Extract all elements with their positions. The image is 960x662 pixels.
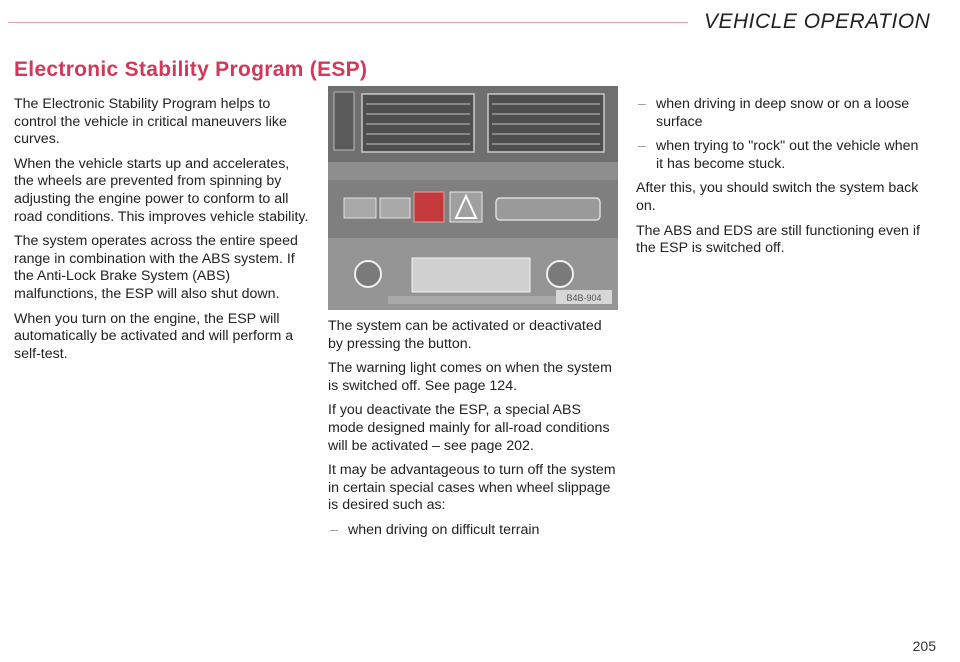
list-item-text: when driving on difficult terrain — [348, 521, 540, 538]
paragraph: If you deactivate the ESP, a special ABS mode designed mainly for all-road conditions will be activated – see page 202. — [328, 402, 610, 454]
dash-icon: – — [638, 138, 646, 155]
dashboard-figure — [328, 86, 618, 310]
page-number: 205 — [912, 638, 936, 654]
paragraph: When the vehicle starts up and accelerates, the wheels are prevented from spinning by adjusting the engine power to conform to all road conditions. This improves vehicle stability. — [14, 155, 309, 225]
list-item — [636, 138, 926, 173]
paragraph: The Electronic Stability Program helps to control the vehicle in critical maneuvers like curves. — [14, 96, 287, 148]
paragraph: After this, you should switch the system back on. — [636, 180, 919, 214]
paragraph: The system operates across the entire speed range in combination with the ABS system. If the Anti-Lock Brake System (ABS) malfunctions, the ESP will also shut down. — [14, 233, 298, 302]
list-item — [328, 522, 618, 540]
paragraph: When you turn on the engine, the ESP will automatically be activated and will perform a self-test. — [14, 310, 294, 362]
paragraph: The ABS and EDS are still functioning even if the ESP is switched off. — [636, 222, 920, 257]
column-2 — [328, 318, 618, 547]
section-title: VEHICLE OPERATION — [704, 10, 931, 33]
dash-icon: – — [638, 96, 646, 112]
paragraph: The warning light comes on when the system is switched off. See page 124. — [328, 360, 612, 394]
paragraph: The system can be activated or deactivated by pressing the button. — [328, 318, 602, 352]
header-rule — [8, 22, 688, 23]
list-item — [636, 96, 926, 131]
column-3 — [636, 96, 926, 265]
column-1 — [14, 96, 310, 370]
figure-label: B4B-904 — [566, 293, 602, 303]
paragraph: It may be advantageous to turn off the system in certain special cases when wheel slippage is desired such as: — [328, 462, 616, 514]
list-item-text: when driving in deep snow or on a loose surface — [656, 96, 910, 130]
list-item-text: when trying to "rock" out the vehicle when it has become stuck. — [656, 138, 919, 172]
dashboard-photo — [328, 86, 618, 310]
page-heading: Electronic Stability Program (ESP) — [14, 58, 368, 81]
dash-icon: – — [330, 521, 338, 538]
